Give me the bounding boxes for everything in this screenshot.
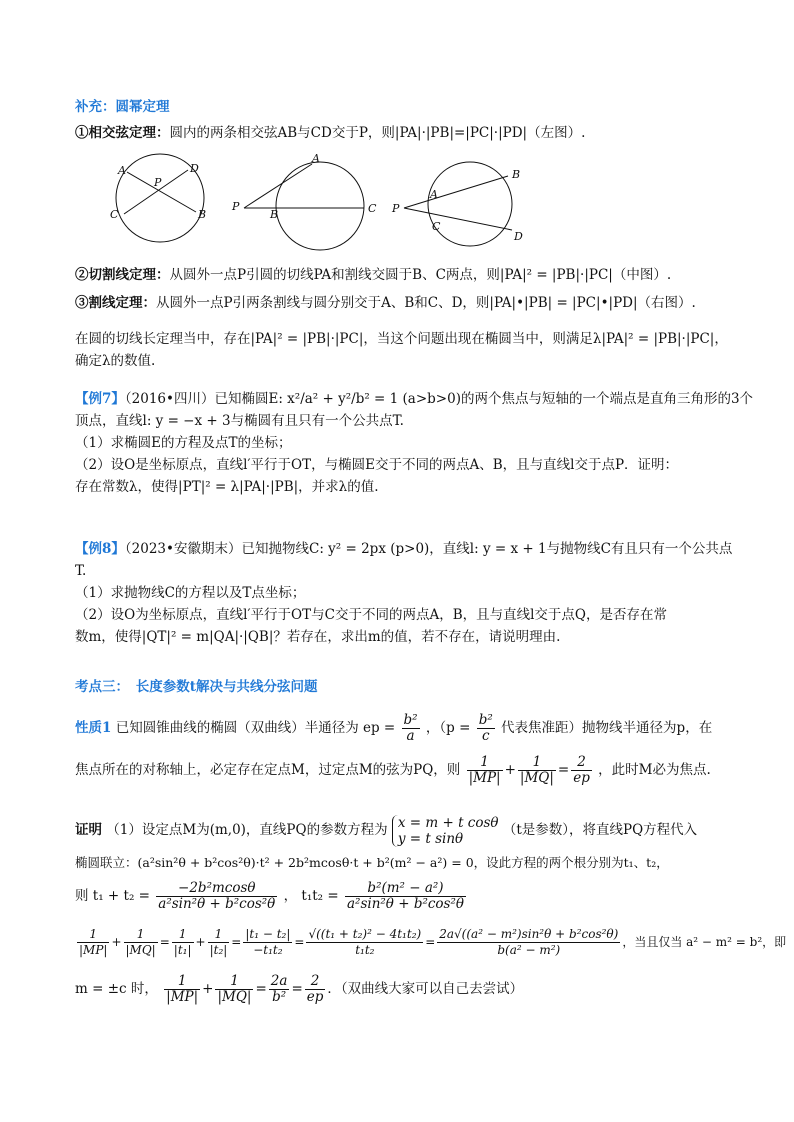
property1-line2-a: 焦点所在的对称轴上，必定存在定点M，过定点M的弦为PQ，则 (75, 762, 461, 778)
proof-line5-a: m = ±c 时， (75, 981, 158, 997)
example8-line1: 已知抛物线C: y² = 2px (p>0)，直线l: y = x + 1与抛物线C有且只有一个公共点 (241, 541, 733, 557)
theorem3-label: ③割线定理： (75, 295, 156, 311)
frac-result-mp: $\frac{1}{|MP|}$ (166, 973, 199, 1005)
fig-right-label-p: P (392, 202, 400, 215)
remark-line1: 在圆的切线长定理当中，存在|PA|² = |PB|·|PC|，当这个问题出现在椭圆当中，则满足λ|PA|² = |PB|·|PC|， (75, 331, 728, 347)
property1-label: 性质1 (75, 720, 112, 736)
example8-source: （2023•安徽期末） (124, 541, 242, 557)
frac-1-mp: $\frac{1}{|MP|}$ (468, 754, 501, 786)
example7-source: （2016•四川） (124, 391, 215, 407)
frac-final-expression: $\frac{\text{2a√((a² − m²)sin²θ + b²cos²θ)}}{\text{b(a² − m²)}}$ (439, 927, 619, 957)
example8-q2b: 数m，使得|QT|² = m|QA|·|QB|？若存在，求出m的值，若不存在，请说明理由. (75, 629, 561, 645)
section-title: 补充：圆幂定理 (75, 99, 170, 115)
theorem1-label: ①相交弦定理： (75, 125, 170, 141)
circle-power-figures (0, 150, 794, 260)
parametric-system: x = m + t cosθ y = t sinθ (392, 815, 499, 847)
property-1: 性质1 已知圆锥曲线的椭圆（双曲线）半通径为 ep = $\frac{\text{b²}}{a}$ ，（p = $\frac{\text{b²}}{c}$ 代表焦准距）抛物线半通径为p，在 焦点所在的对称轴上，必定存在定点M，过定点M的弦为PQ，则 $\frac{1}{|MP|}$ + $\frac{1}{|MQ|}$ = $\frac{2}{ep}$ ，此时M必为焦点. (75, 712, 713, 786)
frac-result-2-ep: $\frac{2}{ep}$ (306, 973, 324, 1005)
proof-label: 证明 (75, 822, 102, 838)
frac-inv-t1: $\frac{1}{\text{|t₁|}}$ (173, 927, 192, 957)
fig-mid-label-c: C (368, 202, 377, 215)
proof-line3-b: ， t₁t₂ = (283, 888, 339, 904)
example8-tag: 【例8】 (75, 541, 125, 557)
remark (75, 328, 728, 372)
proof-line4-tail: ，当且仅当 a² − m² = b²，即 (622, 935, 787, 949)
example7-q2b: 存在常数λ，使得|PT|² = λ|PA|·|PB|，并求λ的值. (75, 479, 379, 495)
fig-left-label-b: B (198, 208, 207, 221)
theorem-intersecting-chords (75, 122, 725, 144)
frac-inv-mq: $\frac{1}{|MQ|}$ (125, 927, 156, 957)
section-supplement (75, 96, 725, 118)
focal-param-fraction: $\frac{\text{b²}}{c}$ (478, 712, 493, 744)
property1-line2-b: ，此时M必为焦点. (598, 762, 711, 778)
example7-line2: 顶点，直线l: y = −x + 3与椭圆有且只有一个公共点T. (75, 413, 404, 429)
topic3-title: 考点三： 长度参数t解决与共线分弦问题 (75, 679, 318, 695)
theorem-secants (75, 292, 725, 314)
fig-left-label-c: C (110, 208, 119, 221)
fig-left-label-p: P (154, 176, 162, 189)
fig-right-label-c: C (432, 220, 441, 233)
theorem2-label: ②切割线定理： (75, 267, 170, 283)
proof-line5-b: ．（双曲线大家可以自己去尝试） (327, 981, 524, 997)
property1-line1-c: 代表焦准距）抛物线半通径为p，在 (501, 720, 713, 736)
theorem-tangent-secant (75, 264, 725, 286)
example8-q1: （1）求抛物线C的方程以及T点坐标； (75, 585, 306, 601)
property1-line1-a: 已知圆锥曲线的椭圆（双曲线）半通径为 ep = (115, 720, 396, 736)
example7-q1: （1）求椭圆E的方程及点T的坐标； (75, 435, 292, 451)
example7-tag: 【例7】 (75, 391, 125, 407)
remark-line2: 确定λ的数值. (75, 353, 156, 369)
fig-mid-label-b: B (270, 208, 279, 221)
proof-line1-a: （1）设定点M为(m,0)，直线PQ的参数方程为 (106, 822, 388, 838)
fig-right-label-d: D (514, 230, 523, 243)
example8-line2: T. (75, 563, 87, 579)
example7-q2a: （2）设O是坐标原点，直线l′平行于OT，与椭圆E交于不同的两点A、B，且与直线l交于点P．证明： (75, 457, 679, 473)
example-8 (75, 538, 733, 648)
example7-line1: 已知椭圆E: x²/a² + y²/b² = 1 (a>b>0)的两个焦点与短轴的一个端点是直角三角形的3个 (214, 391, 754, 407)
example8-q2a: （2）设O为坐标原点，直线l′平行于OT与C交于不同的两点A，B，且与直线l交于点Q，是否存在常 (75, 607, 667, 623)
semi-latus-fraction: $\frac{\text{b²}}{a}$ (403, 712, 418, 744)
theorem3-text: 从圆外一点P引两条割线与圆分别交于A、B和C、D，则|PA|•|PB| = |PC|•|PD|（右图）. (156, 295, 696, 311)
frac-inv-t2: $\frac{1}{\text{|t₂|}}$ (209, 927, 228, 957)
frac-sqrt-roots: $\frac{\text{√((t₁ + t₂)² − 4t₁t₂)}}{\text{t₁t₂}}$ (308, 927, 422, 957)
fig-right-label-a: A (430, 188, 438, 201)
fig-left-label-d: D (190, 162, 199, 175)
fig-right-label-b: B (512, 168, 521, 181)
figure-right (391, 162, 523, 246)
proof-line2: 椭圆联立：(a²sin²θ + b²cos²θ)·t² + 2b²mcosθ·t + b²(m² − a²) = 0，设此方程的两个根分别为t₁、t₂， (75, 855, 669, 870)
proof: 证明 （1）设定点M为(m,0)，直线PQ的参数方程为 x = m + t cosθ y = t sinθ （t是参数），将直线PQ方程代入 椭圆联立：(a²sin²θ + b²cos²θ)·t² + 2b²mcosθ·t + b²(m² − a²) = 0，设此方程的两个根分别为t₁、t₂， 则 t₁ + t₂ = $\frac{\text{−2b²mcosθ}}{\text{a²sin²θ + b²cos²θ}}$ ， t₁t₂ = $\frac{\text{b²(m² − a²)}}{\text{a²sin²θ + b²cos²θ}}$ $\frac{1}{|MP|}$ + $\frac{1}{|MQ|}$ = $\frac{1}{\text{|t₁|}}$ + $\frac{1}{\text{|t₂|}}$ = $\frac{\text{|t₁ − t₂|}}{\text{−t₁t₂}}$ = $\frac{\text{√((t₁ + t₂)² − 4t₁t₂)}}{\text{t₁t₂}}$ = $\frac{\text{2a√((a² − m²)sin²θ + b²cos²θ)}}{\text{b(a² − m²)}}$ ，当且仅当 a² − m² = b²，即 m = ±c 时， $\frac{1}{|MP|}$ + $\frac{1}{|MQ|}$ = $\frac{2a}{\text{b²}}$ = $\frac{2}{ep}$ ．（双曲线大家可以自己去尝试） (75, 814, 787, 1005)
frac-result-2a-b2: $\frac{2a}{\text{b²}}$ (270, 973, 288, 1005)
figure-left (110, 154, 206, 242)
frac-product-roots: $\frac{\text{b²(m² − a²)}}{\text{a²sin²θ + b²cos²θ}}$ (346, 880, 465, 912)
example-7 (75, 388, 754, 498)
theorem2-text: 从圆外一点P引圆的切线PA和割线交圆于B、C两点，则|PA|² = |PB|·|PC|（中图）. (169, 267, 672, 283)
theorem1-text: 圆内的两条相交弦AB与CD交于P，则|PA|·|PB|=|PC|·|PD|（左图）. (169, 125, 586, 141)
figure-middle (231, 152, 377, 250)
fig-left-label-a: A (118, 164, 126, 177)
topic-3 (75, 676, 725, 698)
frac-diff-roots: $\frac{\text{|t₁ − t₂|}}{\text{−t₁t₂}}$ (245, 927, 291, 957)
frac-2-ep: $\frac{2}{ep}$ (573, 754, 590, 786)
proof-line1-b: （t是参数），将直线PQ方程代入 (502, 822, 698, 838)
frac-result-mq: $\frac{1}{|MQ|}$ (217, 973, 252, 1005)
frac-sum-roots: $\frac{\text{−2b²mcosθ}}{\text{a²sin²θ + b²cos²θ}}$ (158, 880, 276, 912)
frac-1-mq: $\frac{1}{|MQ|}$ (519, 754, 554, 786)
frac-inv-mp: $\frac{1}{|MP|}$ (79, 927, 108, 957)
proof-line3-a: 则 t₁ + t₂ = (75, 888, 150, 904)
property1-line1-b: ，（p = (425, 720, 471, 736)
fig-mid-label-a: A (312, 152, 320, 165)
fig-mid-label-p: P (232, 200, 240, 213)
